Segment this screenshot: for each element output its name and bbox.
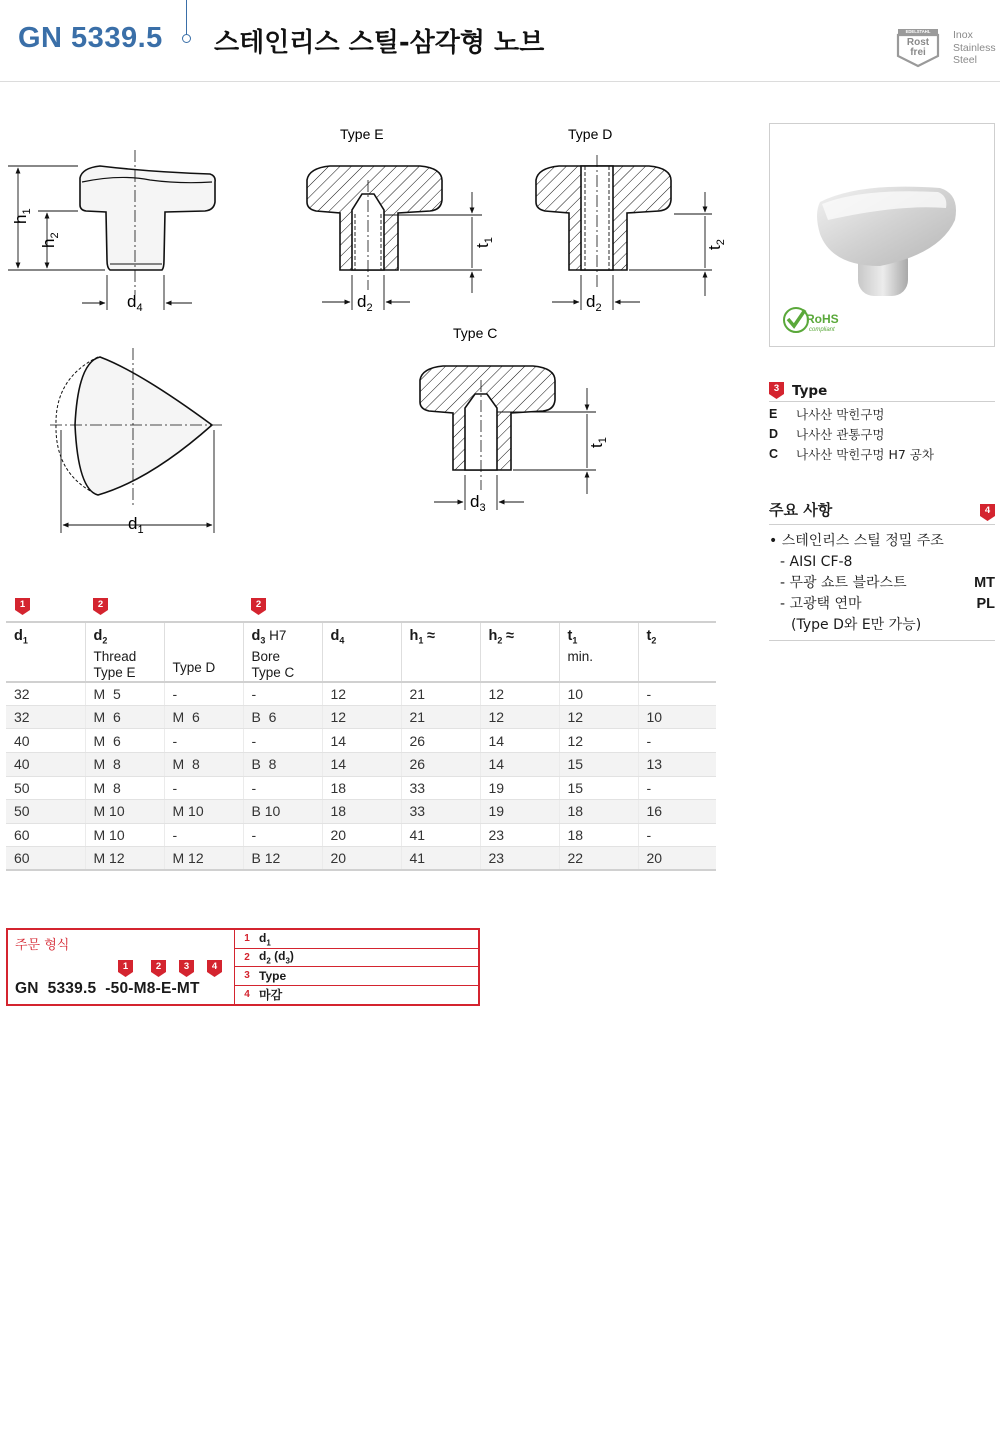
table-cell: 10 [638,705,716,729]
type-code: C [769,447,779,461]
type-code: D [769,427,779,441]
rostfrei-logo-icon [894,26,944,68]
table-cell: 14 [322,752,401,776]
dimensions-table [6,621,716,871]
order-legend [234,930,480,1004]
badge-icon: 3 [769,382,784,399]
table-cell: 14 [480,729,559,753]
material-line: Steel [953,54,977,66]
table-cell: - [638,776,716,800]
table-row [6,729,716,753]
table-cell: B 6 [243,705,322,729]
table-cell: 33 [401,800,480,824]
top-view [50,348,222,508]
type-legend-row [769,404,995,424]
badge-icon: 2 [251,598,266,615]
product-photo [769,123,995,347]
dim-d2: $d_2$ [357,292,373,314]
features-header [769,497,995,525]
table-cell: 12 [322,682,401,706]
type-code: E [769,407,778,421]
order-legend-row: 3 Type [235,967,480,986]
table-cell: M 12 [164,847,243,871]
table-cell: 23 [480,847,559,871]
table-row [6,705,716,729]
table-cell: - [164,776,243,800]
type-legend-title: Type [792,382,828,399]
part-number: GN 5339.5 [18,22,163,54]
order-legend-label: Type [259,968,287,983]
rohs-text: RoHS [806,312,839,326]
table-cell: 50 [6,800,85,824]
table-cell: 18 [559,823,638,847]
order-legend-label: $d_2$ $(d_3)$ [259,949,294,966]
table-cell: 14 [322,729,401,753]
col-d3: $d_3$ H7 Bore Type C [243,622,322,682]
table-cell: 20 [322,823,401,847]
badge-icon: 2 [93,598,108,615]
header-divider-dot [182,34,191,43]
table-cell: 13 [638,752,716,776]
table-cell: M 6 [164,705,243,729]
col-d4: $d_4$ [322,622,401,682]
table-cell: M 6 [85,729,164,753]
dim-d1: $d_1$ [128,514,144,536]
table-cell: - [243,776,322,800]
type-legend-header [769,380,995,402]
badge-icon: 4 [207,960,222,977]
table-cell: 23 [480,823,559,847]
technical-drawings [0,110,760,550]
table-row [6,776,716,800]
table-cell: 26 [401,729,480,753]
table-cell: 20 [638,847,716,871]
feature-line: - AISI CF-8 [780,554,853,570]
order-legend-row: 2 $d_2$ $(d_3)$ [235,949,480,968]
page-header [0,0,1000,82]
table-cell: 12 [322,705,401,729]
table-cell: 32 [6,682,85,706]
type-legend-row [769,444,995,464]
material-line: Stainless [953,41,996,54]
section-type-e [307,166,442,290]
dim-t1-type-c: $t_1$ [587,437,609,448]
dim-d3: $d_3$ [470,492,486,514]
order-legend-row: 1 $d_1$ [235,930,480,949]
table-cell: 21 [401,705,480,729]
table-cell: M 6 [85,705,164,729]
col-d1: $d_1$ [6,622,85,682]
type-legend-row [769,424,995,444]
type-desc: 나사산 막힌구멍 [796,407,885,422]
table-cell: 18 [559,800,638,824]
table-cell: 50 [6,776,85,800]
table-cell: 20 [322,847,401,871]
table-cell: 10 [559,682,638,706]
table-header-row [6,622,716,682]
table-cell: - [243,823,322,847]
table-cell: 15 [559,752,638,776]
type-legend [769,380,995,464]
table-cell: 41 [401,847,480,871]
table-cell: 12 [480,705,559,729]
feature-line: - 고광택 연마 [780,596,862,612]
table-cell: 41 [401,823,480,847]
table-cell: 12 [559,729,638,753]
table-cell: - [638,823,716,847]
col-h2: $h_2$ ≈ [480,622,559,682]
features-title: 주요 사항 [769,501,833,519]
table-cell: 18 [322,776,401,800]
table-cell: - [164,823,243,847]
type-d-label: Type D [568,126,613,142]
table-cell: M 8 [85,776,164,800]
table-row [6,823,716,847]
order-format-box [6,928,480,1006]
table-cell: 60 [6,823,85,847]
col-t2: $t_2$ [638,622,716,682]
feature-line: • 스테인리스 스틸 정밀 주조 [769,533,944,549]
table-cell: M 10 [85,800,164,824]
feature-line: - 무광 쇼트 블라스트 [780,575,907,591]
table-cell: - [243,729,322,753]
table-cell: 22 [559,847,638,871]
table-cell: 60 [6,847,85,871]
table-cell: 40 [6,729,85,753]
material-label [953,29,996,67]
dim-h2: $h_2$ [39,232,61,248]
table-cell: B 10 [243,800,322,824]
table-row [6,800,716,824]
table-cell: 33 [401,776,480,800]
dim-t2: $t_2$ [705,239,727,250]
order-legend-label: $d_1$ [259,930,271,947]
badge-icon: 4 [980,504,995,521]
feature-row [769,594,995,615]
table-cell: M 10 [85,823,164,847]
table-cell: 16 [638,800,716,824]
table-cell: - [638,682,716,706]
table-cell: 26 [401,752,480,776]
order-legend-row: 4 마감 [244,988,283,1003]
features-divider [769,640,995,641]
table-cell: 15 [559,776,638,800]
table-cell: 21 [401,682,480,706]
side-view [80,150,215,295]
dim-d2-type-d: $d_2$ [586,292,602,314]
feature-line: (Type D와 E만 가능) [791,617,922,633]
badge-icon: 3 [179,960,194,977]
table-cell: - [638,729,716,753]
table-cell: 12 [480,682,559,706]
logo-note: EDELSTAHL [905,29,931,35]
table-cell: 12 [559,705,638,729]
table-cell: M 8 [164,752,243,776]
table-cell: - [243,682,322,706]
table-cell: 19 [480,776,559,800]
rohs-icon [784,308,839,333]
type-e-label: Type E [340,126,384,142]
col-t1: $t_1$ min. [559,622,638,682]
table-cell: 14 [480,752,559,776]
table-row [6,847,716,871]
dim-h1: $h_1$ [11,208,33,224]
badge-icon: 2 [151,960,166,977]
logo-text-bottom: frei [910,47,926,58]
finish-code: MT [974,575,995,591]
table-cell: B 8 [243,752,322,776]
page-title: 스테인리스 스틸-삼각형 노브 [214,28,545,58]
header-divider-line [186,0,187,36]
dim-t1: $t_1$ [473,237,495,248]
table-row [6,682,716,706]
table-cell: - [164,682,243,706]
material-line: Inox [953,29,973,41]
badge-icon: 1 [118,960,133,977]
type-desc: 나사산 막힌구멍 H7 공차 [796,447,934,462]
table-cell: B 12 [243,847,322,871]
type-c-label: Type C [453,325,498,341]
order-legend-label: 마감 [259,988,283,1003]
table-cell: M 5 [85,682,164,706]
table-cell: M 10 [164,800,243,824]
badge-icon: 1 [15,598,30,615]
table-cell: M 12 [85,847,164,871]
knob-image [770,124,994,346]
table-badges [0,598,716,618]
rohs-compliant-text: compliant [809,327,835,333]
table-row [6,752,716,776]
features-section [769,497,995,636]
table-cell: 40 [6,752,85,776]
finish-code: PL [976,596,995,612]
col-h1: $h_1$ ≈ [401,622,480,682]
col-d2-type-e: $d_2$ Thread Type E [85,622,164,682]
feature-row [769,573,995,594]
order-title: 주문 형식 [15,938,70,953]
dim-d4: $d_4$ [127,292,143,314]
table-cell: 32 [6,705,85,729]
order-code: GN 5339.5 -50-M8-E-MT [15,980,200,997]
table-cell: 18 [322,800,401,824]
table-cell: 19 [480,800,559,824]
type-desc: 나사산 관통구멍 [796,427,885,442]
logo-text-top: Rost [906,37,930,48]
section-type-c [420,366,555,490]
table-cell: - [164,729,243,753]
col-d2-type-d: Type D [164,622,243,682]
table-cell: M 8 [85,752,164,776]
